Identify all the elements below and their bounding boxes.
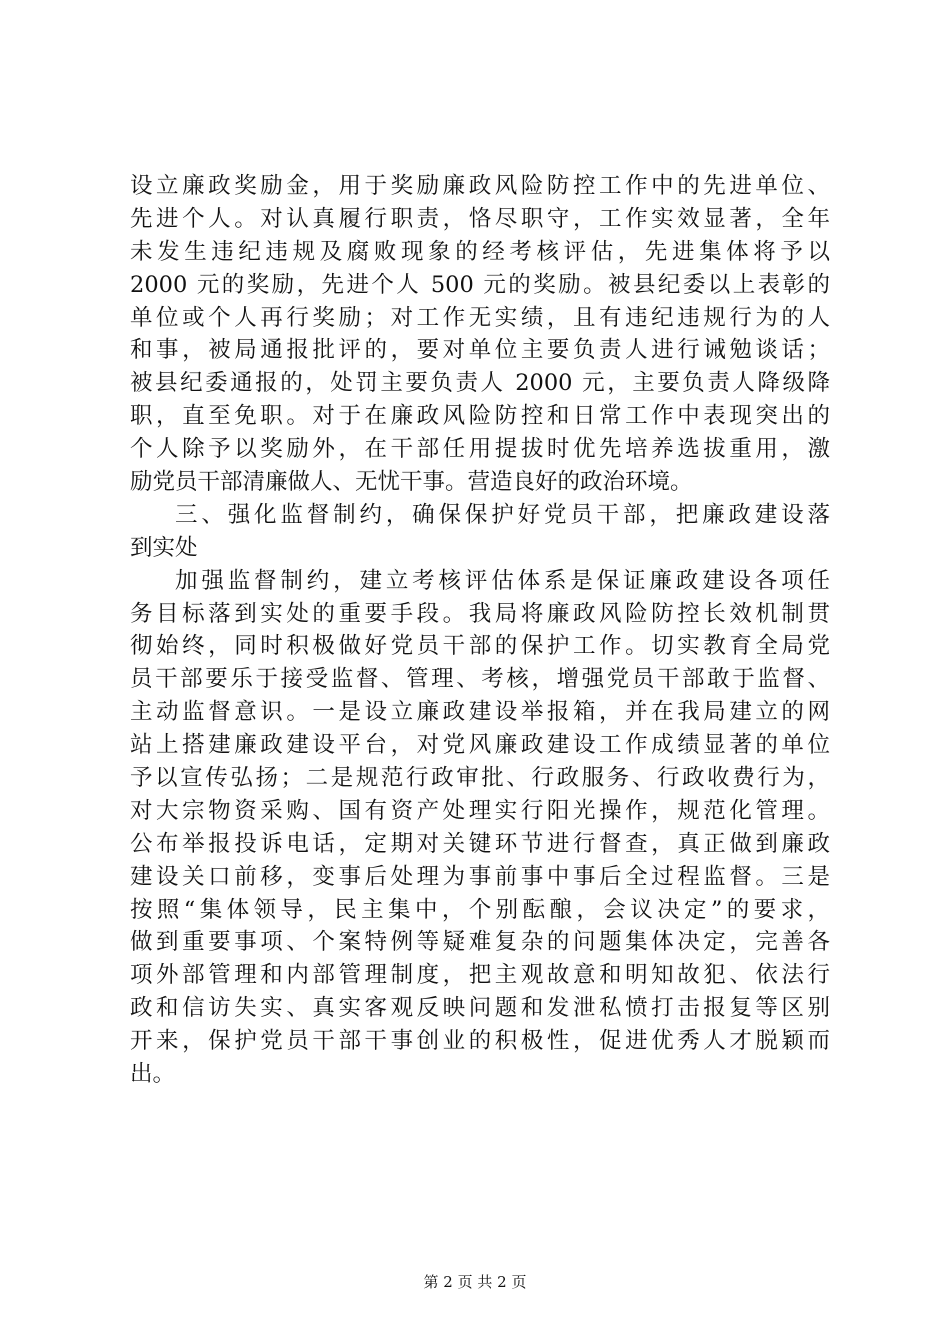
text-line: 彻始终，同时积极做好党员干部的保护工作。切实教育全局党 [130,633,830,660]
text-line: 未发生违纪违规及腐败现象的经考核评估，先进集体将予以 [130,238,830,265]
text-line: 被县纪委通报的，处罚主要负责人 2000 元，主要负责人降级降 [130,370,830,397]
text-line: 到实处 [130,534,198,561]
text-line: 按照“集体领导，民主集中，个别酝酿，会议决定”的要求， [130,896,830,923]
text-line: 先进个人。对认真履行职责，恪尽职守，工作实效显著，全年 [130,205,830,232]
text-line: 务目标落到实处的重要手段。我局将廉政风险防控长效机制贯 [130,600,830,627]
text-line: 设立廉政奖励金，用于奖励廉政风险防控工作中的先进单位、 [130,173,830,199]
text-line: 对大宗物资采购、国有资产处理实行阳光操作，规范化管理。 [130,797,830,824]
text-line: 政和信访失实、真实客观反映问题和发泄私愤打击报复等区别 [130,995,830,1022]
body-text [130,170,830,1091]
text-line: 做到重要事项、个案特例等疑难复杂的问题集体决定，完善各 [130,929,830,956]
text-line: 出。 [130,1061,176,1088]
text-line: 建设关口前移，变事后处理为事前事中事后全过程监督。三是 [130,863,830,890]
text-line: 2000 元的奖励，先进个人 500 元的奖励。被县纪委以上表彰的 [130,271,830,298]
text-line: 员干部要乐于接受监督、管理、考核，增强党员干部敢于监督、 [130,666,830,693]
text-line: 主动监督意识。一是设立廉政建设举报箱，并在我局建立的网 [130,699,830,726]
text-line: 单位或个人再行奖励；对工作无实绩，且有违纪违规行为的人 [130,304,830,331]
text-line: 加强监督制约，建立考核评估体系是保证廉政建设各项任 [175,567,830,594]
text-line: 站上搭建廉政建设平台，对党风廉政建设工作成绩显著的单位 [130,732,830,759]
page-footer: 第 2 页 共 2 页 [423,1273,527,1291]
text-line: 开来，保护党员干部干事创业的积极性，促进优秀人才脱颖而 [130,1028,830,1055]
text-line: 予以宣传弘扬；二是规范行政审批、行政服务、行政收费行为， [130,765,830,792]
text-line: 励党员干部清廉做人、无忧干事。营造良好的政治环境。 [130,469,693,496]
text-line: 三、强化监督制约，确保保护好党员干部，把廉政建设落 [175,501,830,528]
text-line: 和事，被局通报批评的，要对单位主要负责人进行诫勉谈话； [130,337,830,364]
text-line: 项外部管理和内部管理制度，把主观故意和明知故犯、依法行 [130,962,830,989]
text-line: 公布举报投诉电话，定期对关键环节进行督查，真正做到廉政 [130,830,830,857]
text-line: 职，直至免职。对于在廉政风险防控和日常工作中表现突出的 [130,403,830,430]
text-line: 个人除予以奖励外，在干部任用提拔时优先培养选拔重用，激 [130,436,830,463]
